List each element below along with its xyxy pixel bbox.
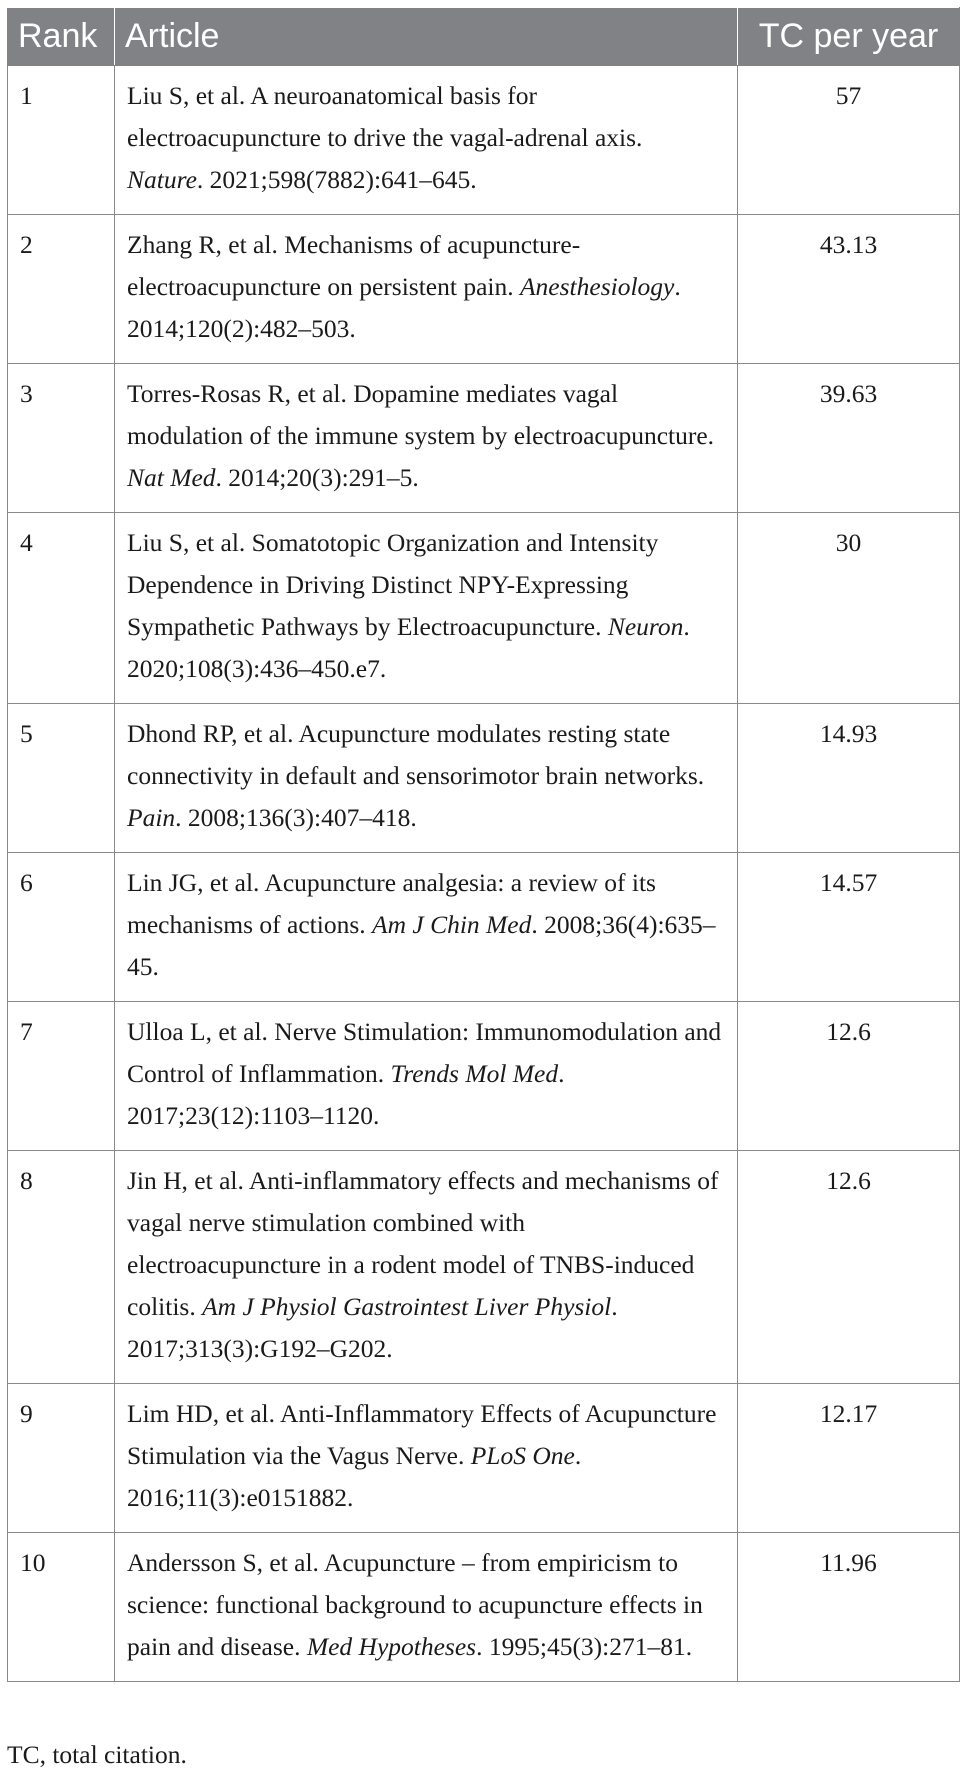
article-journal: Nature [127, 165, 197, 194]
table-row [8, 513, 960, 704]
tc-per-year-cell: 39.63 [738, 364, 960, 513]
article-cell [115, 513, 738, 704]
tc-per-year-cell: 14.57 [738, 853, 960, 1002]
article-citation-details: . 2008;136(3):407–418. [175, 803, 417, 832]
article-citation-details: . 2014;120(2):482–503. [127, 272, 681, 343]
article-journal: Am J Physiol Gastrointest Liver Physiol [202, 1292, 612, 1321]
table-row [8, 364, 960, 513]
article-citation-details: . 2014;20(3):291–5. [215, 463, 419, 492]
article-journal: Anesthesiology [519, 272, 675, 301]
table-row [8, 1533, 960, 1682]
table-row [8, 1002, 960, 1151]
rank-cell: 3 [8, 364, 115, 513]
article-authors-title: Ulloa L, et al. Nerve Stimulation: Immunomodulation and Control of Inflammation. [127, 1017, 722, 1088]
article-journal: PLoS One [470, 1441, 575, 1470]
article-authors-title: Jin H, et al. Anti-inflammatory effects and mechanisms of vagal nerve stimulation combined with electroacupuncture in a rodent model of TNBS-induced colitis. [127, 1166, 719, 1321]
rank-cell: 5 [8, 704, 115, 853]
article-cell [115, 853, 738, 1002]
tc-per-year-cell: 12.6 [738, 1002, 960, 1151]
article-authors-title: Liu S, et al. A neuroanatomical basis for electroacupuncture to drive the vagal-adrenal axis. [127, 81, 643, 152]
article-cell [115, 66, 738, 215]
article-cell [115, 1533, 738, 1682]
article-authors-title: Andersson S, et al. Acupuncture – from empiricism to science: functional background to acupuncture effects in pain and disease. [127, 1548, 703, 1661]
rank-cell: 7 [8, 1002, 115, 1151]
tc-per-year-cell: 12.6 [738, 1151, 960, 1384]
article-cell [115, 1002, 738, 1151]
rank-cell: 10 [8, 1533, 115, 1682]
table-row [8, 704, 960, 853]
rank-cell: 2 [8, 215, 115, 364]
column-header-article: Article [115, 8, 738, 66]
table-row [8, 215, 960, 364]
tc-per-year-cell: 14.93 [738, 704, 960, 853]
article-citation-details: . 2016;11(3):e0151882. [127, 1441, 582, 1512]
tc-per-year-cell: 43.13 [738, 215, 960, 364]
article-authors-title: Dhond RP, et al. Acupuncture modulates resting state connectivity in default and sensorimotor brain networks. [127, 719, 705, 790]
rank-cell: 6 [8, 853, 115, 1002]
article-citation-details: . 2008;36(4):635–45. [127, 910, 716, 981]
table-row [8, 853, 960, 1002]
article-cell [115, 704, 738, 853]
tc-per-year-cell: 30 [738, 513, 960, 704]
article-cell [115, 215, 738, 364]
rank-cell: 1 [8, 66, 115, 215]
table-row [8, 66, 960, 215]
article-cell [115, 1151, 738, 1384]
article-citation-details: . 2021;598(7882):641–645. [196, 165, 477, 194]
table-row [8, 1384, 960, 1533]
article-cell [115, 1384, 738, 1533]
article-citation-details: . 1995;45(3):271–81. [476, 1632, 693, 1661]
article-journal: Trends Mol Med [390, 1059, 559, 1088]
article-authors-title: Lin JG, et al. Acupuncture analgesia: a review of its mechanisms of actions. [127, 868, 656, 939]
column-header-rank: Rank [8, 8, 115, 66]
article-journal: Nat Med [127, 463, 216, 492]
table-row [8, 1151, 960, 1384]
rank-cell: 9 [8, 1384, 115, 1533]
tc-per-year-cell: 57 [738, 66, 960, 215]
article-journal: Am J Chin Med [372, 910, 532, 939]
article-journal: Med Hypotheses [306, 1632, 477, 1661]
table-footnote: TC, total citation. [7, 1740, 187, 1769]
table-header [8, 8, 960, 66]
citation-table-container [7, 7, 959, 1682]
rank-cell: 8 [8, 1151, 115, 1384]
article-journal: Pain [127, 803, 176, 832]
article-cell [115, 364, 738, 513]
article-citation-details: . 2017;23(12):1103–1120. [127, 1059, 565, 1130]
article-journal: Neuron [607, 612, 684, 641]
header-row [8, 8, 960, 66]
article-citation-details: . 2020;108(3):436–450.e7. [127, 612, 690, 683]
tc-per-year-cell: 12.17 [738, 1384, 960, 1533]
article-authors-title: Torres-Rosas R, et al. Dopamine mediates vagal modulation of the immune system by electroacupuncture. [127, 379, 715, 450]
tc-per-year-cell: 11.96 [738, 1533, 960, 1682]
article-authors-title: Liu S, et al. Somatotopic Organization and Intensity Dependence in Driving Distinct NPY-Expressing Sympathetic Pathways by Electroacupuncture. [127, 528, 659, 641]
rank-cell: 4 [8, 513, 115, 704]
article-authors-title: Lim HD, et al. Anti-Inflammatory Effects of Acupuncture Stimulation via the Vagus Nerve. [127, 1399, 717, 1470]
table-body [8, 66, 960, 1682]
article-citation-details: . 2017;313(3):G192–G202. [127, 1292, 618, 1363]
column-header-tc-per-year: TC per year [738, 8, 960, 66]
top-cited-articles-table [7, 7, 960, 1682]
article-authors-title: Zhang R, et al. Mechanisms of acupuncture-electroacupuncture on persistent pain. [127, 230, 581, 301]
